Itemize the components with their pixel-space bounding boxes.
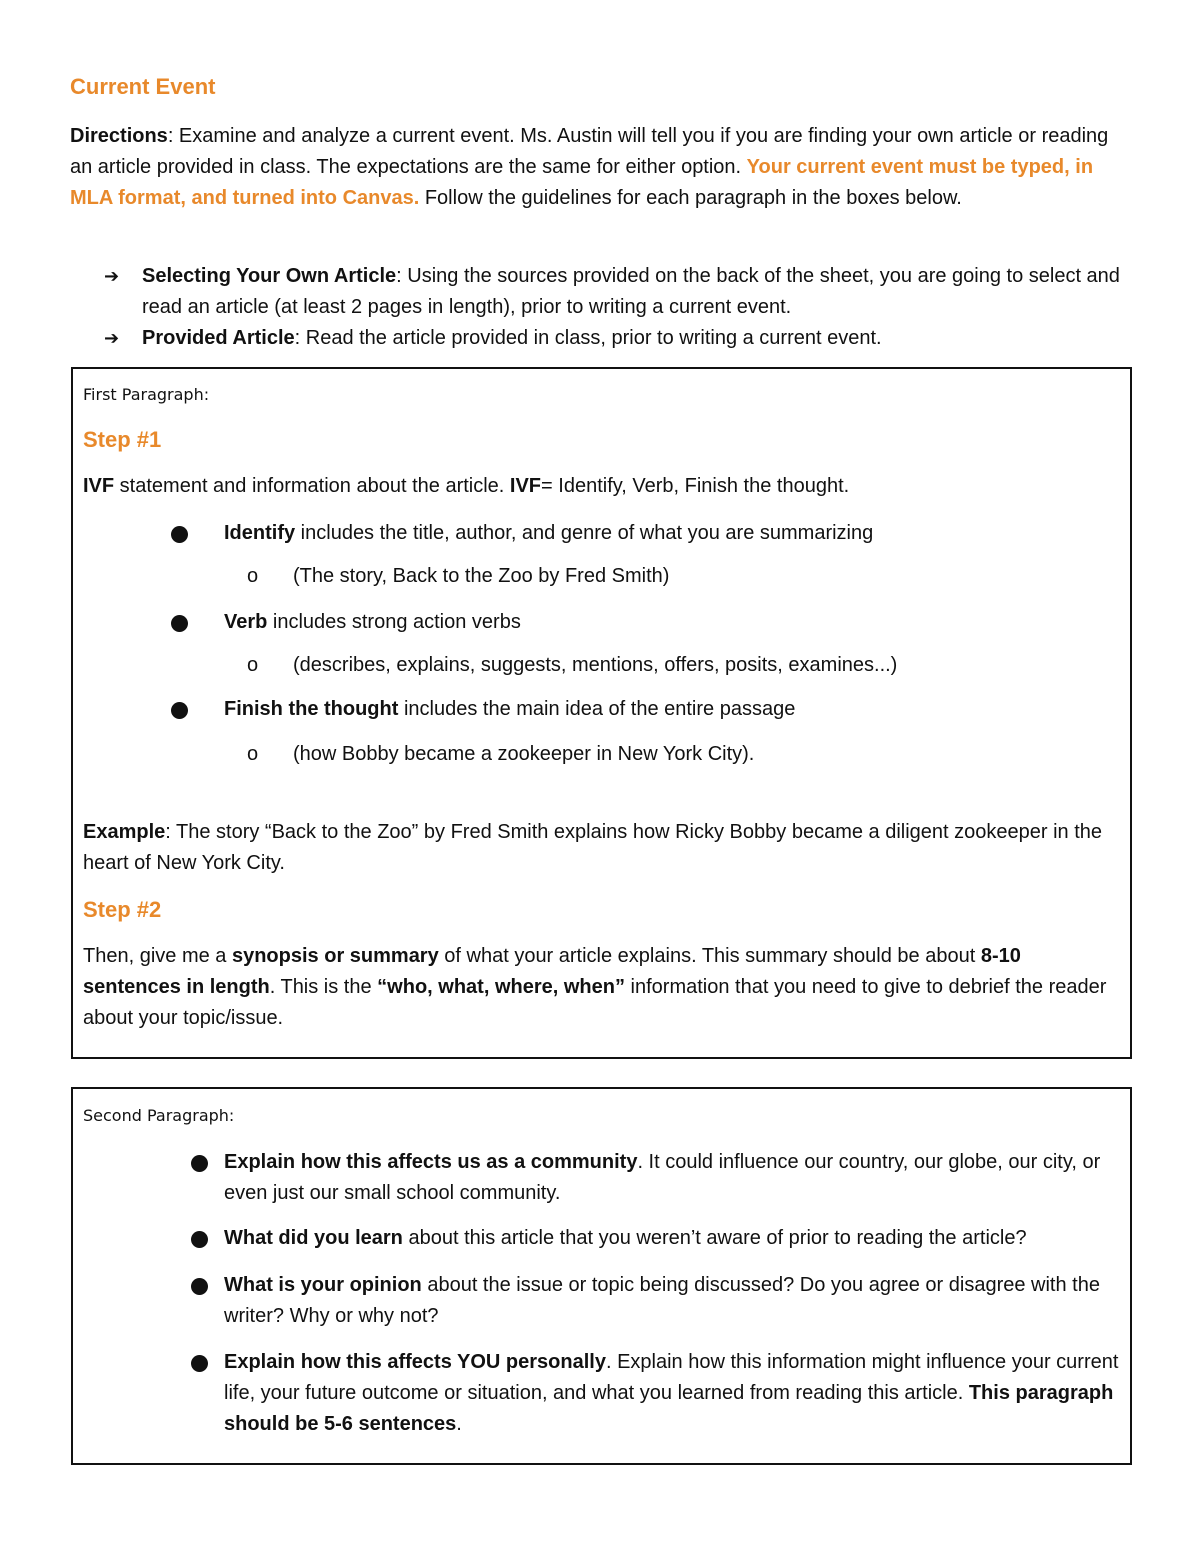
ivf-bold: IVF (509, 475, 542, 497)
summary-bold: “who, what, where, when” (377, 976, 625, 998)
article-options-list (104, 261, 1124, 354)
ivf-text: = Identify, Verb, Finish the thought. (541, 475, 850, 497)
ivf-statement (83, 471, 1118, 502)
summary-bold: synopsis or summary (231, 945, 439, 967)
second-paragraph-label: Second Paragraph: (83, 1106, 235, 1125)
bullet-icon (191, 1231, 208, 1248)
page-title: Current Event (70, 74, 216, 99)
step-2-heading: Step #2 (83, 897, 162, 922)
summary-paragraph (83, 941, 1118, 1034)
bullet-bold: Identify (224, 522, 296, 544)
bullet-text: about this article that you weren’t aware of prior to reading the article? (402, 1227, 1027, 1249)
sub-bullet-icon: o (247, 565, 259, 587)
sub-bullet-icon: o (247, 654, 259, 676)
step-1-heading: Step #1 (83, 427, 162, 452)
second-paragraph-box (71, 1087, 1132, 1465)
directions-text-2: Follow the guidelines for each paragraph in the boxes below. (419, 187, 962, 209)
bullet-text: about the issue or topic being discussed? Do you agree or disagree with the writer? Why or why not? (224, 1274, 1100, 1327)
bullet-identify (224, 518, 873, 549)
bullet-bold: Verb (224, 611, 268, 633)
bullet-bold: What is your opinion (224, 1274, 422, 1296)
bullet-icon (171, 526, 188, 543)
bullet-icon (191, 1355, 208, 1372)
sub-bullet-verb: (describes, explains, suggests, mentions, offers, posits, examines...) (293, 654, 898, 676)
bullet-text: . It could influence our country, our globe, our city, or even just our small school community. (224, 1151, 1101, 1204)
bullet-opinion (224, 1270, 1119, 1332)
bullet-icon (171, 615, 188, 632)
option-label: Provided Article (142, 327, 295, 349)
bullet-icon (191, 1155, 208, 1172)
sub-bullet-finish-thought: (how Bobby became a zookeeper in New York City). (293, 743, 755, 765)
summary-text: information that you need to give to debrief the reader about your topic/issue. (83, 976, 1107, 1029)
option-text: : Read the article provided in class, prior to writing a current event. (294, 327, 882, 349)
bullet-icon (171, 702, 188, 719)
bullet-text: . Explain how this information might influence your current life, your future outcome or situation, and what you learned from reading this article. (224, 1351, 1119, 1404)
summary-text: . This is the (269, 976, 378, 998)
example-paragraph (83, 817, 1118, 879)
sub-bullet-icon: o (247, 743, 259, 765)
bullet-icon (191, 1278, 208, 1295)
bullet-text: includes strong action verbs (267, 611, 521, 633)
option-label: Selecting Your Own Article (142, 265, 397, 287)
bullet-bold: Finish the thought (224, 698, 399, 720)
directions-text-1: : Examine and analyze a current event. Ms. Austin will tell you if you are finding your own article or reading an article provided in class. The expectations are the same for either option. (70, 125, 1109, 178)
arrow-icon: ➔ (104, 328, 120, 348)
option-text: : Using the sources provided on the back of the sheet, you are going to select and read an article (at least 2 pages in length), prior to writing a current event. (142, 265, 1120, 318)
first-paragraph-label: First Paragraph: (83, 385, 210, 404)
directions-highlight: Your current event must be typed, in MLA format, and turned into Canvas. (70, 156, 1094, 209)
summary-bold: 8-10 sentences in length (83, 945, 1021, 998)
option-provided-article (104, 323, 1124, 354)
arrow-icon: ➔ (104, 266, 120, 286)
bullet-bold: This paragraph should be 5-6 sentences (224, 1382, 1114, 1435)
bullet-bold: What did you learn (224, 1227, 403, 1249)
directions-paragraph (70, 121, 1130, 214)
ivf-bold: IVF (83, 475, 115, 497)
directions-label: Directions (70, 125, 168, 147)
bullet-finish-thought (224, 694, 795, 725)
bullet-personal (224, 1347, 1119, 1440)
sub-bullet-identify: (The story, Back to the Zoo by Fred Smith) (293, 565, 670, 587)
summary-text: of what your article explains. This summary should be about (438, 945, 981, 967)
summary-text: Then, give me a (83, 945, 232, 967)
example-text: : The story “Back to the Zoo” by Fred Smith explains how Ricky Bobby became a diligent zookeeper in the heart of New York City. (83, 821, 1103, 874)
bullet-text: includes the main idea of the entire passage (398, 698, 796, 720)
bullet-text: includes the title, author, and genre of what you are summarizing (295, 522, 874, 544)
bullet-verb (224, 607, 521, 638)
first-paragraph-box (71, 367, 1132, 1059)
bullet-bold: Explain how this affects YOU personally (224, 1351, 606, 1373)
bullet-learn (224, 1223, 1119, 1254)
ivf-text: statement and information about the article. (114, 475, 510, 497)
bullet-bold: Explain how this affects us as a community (224, 1151, 638, 1173)
bullet-community (224, 1147, 1119, 1209)
example-label: Example (83, 821, 166, 843)
bullet-text: . (456, 1413, 462, 1435)
option-own-article (104, 261, 1124, 323)
